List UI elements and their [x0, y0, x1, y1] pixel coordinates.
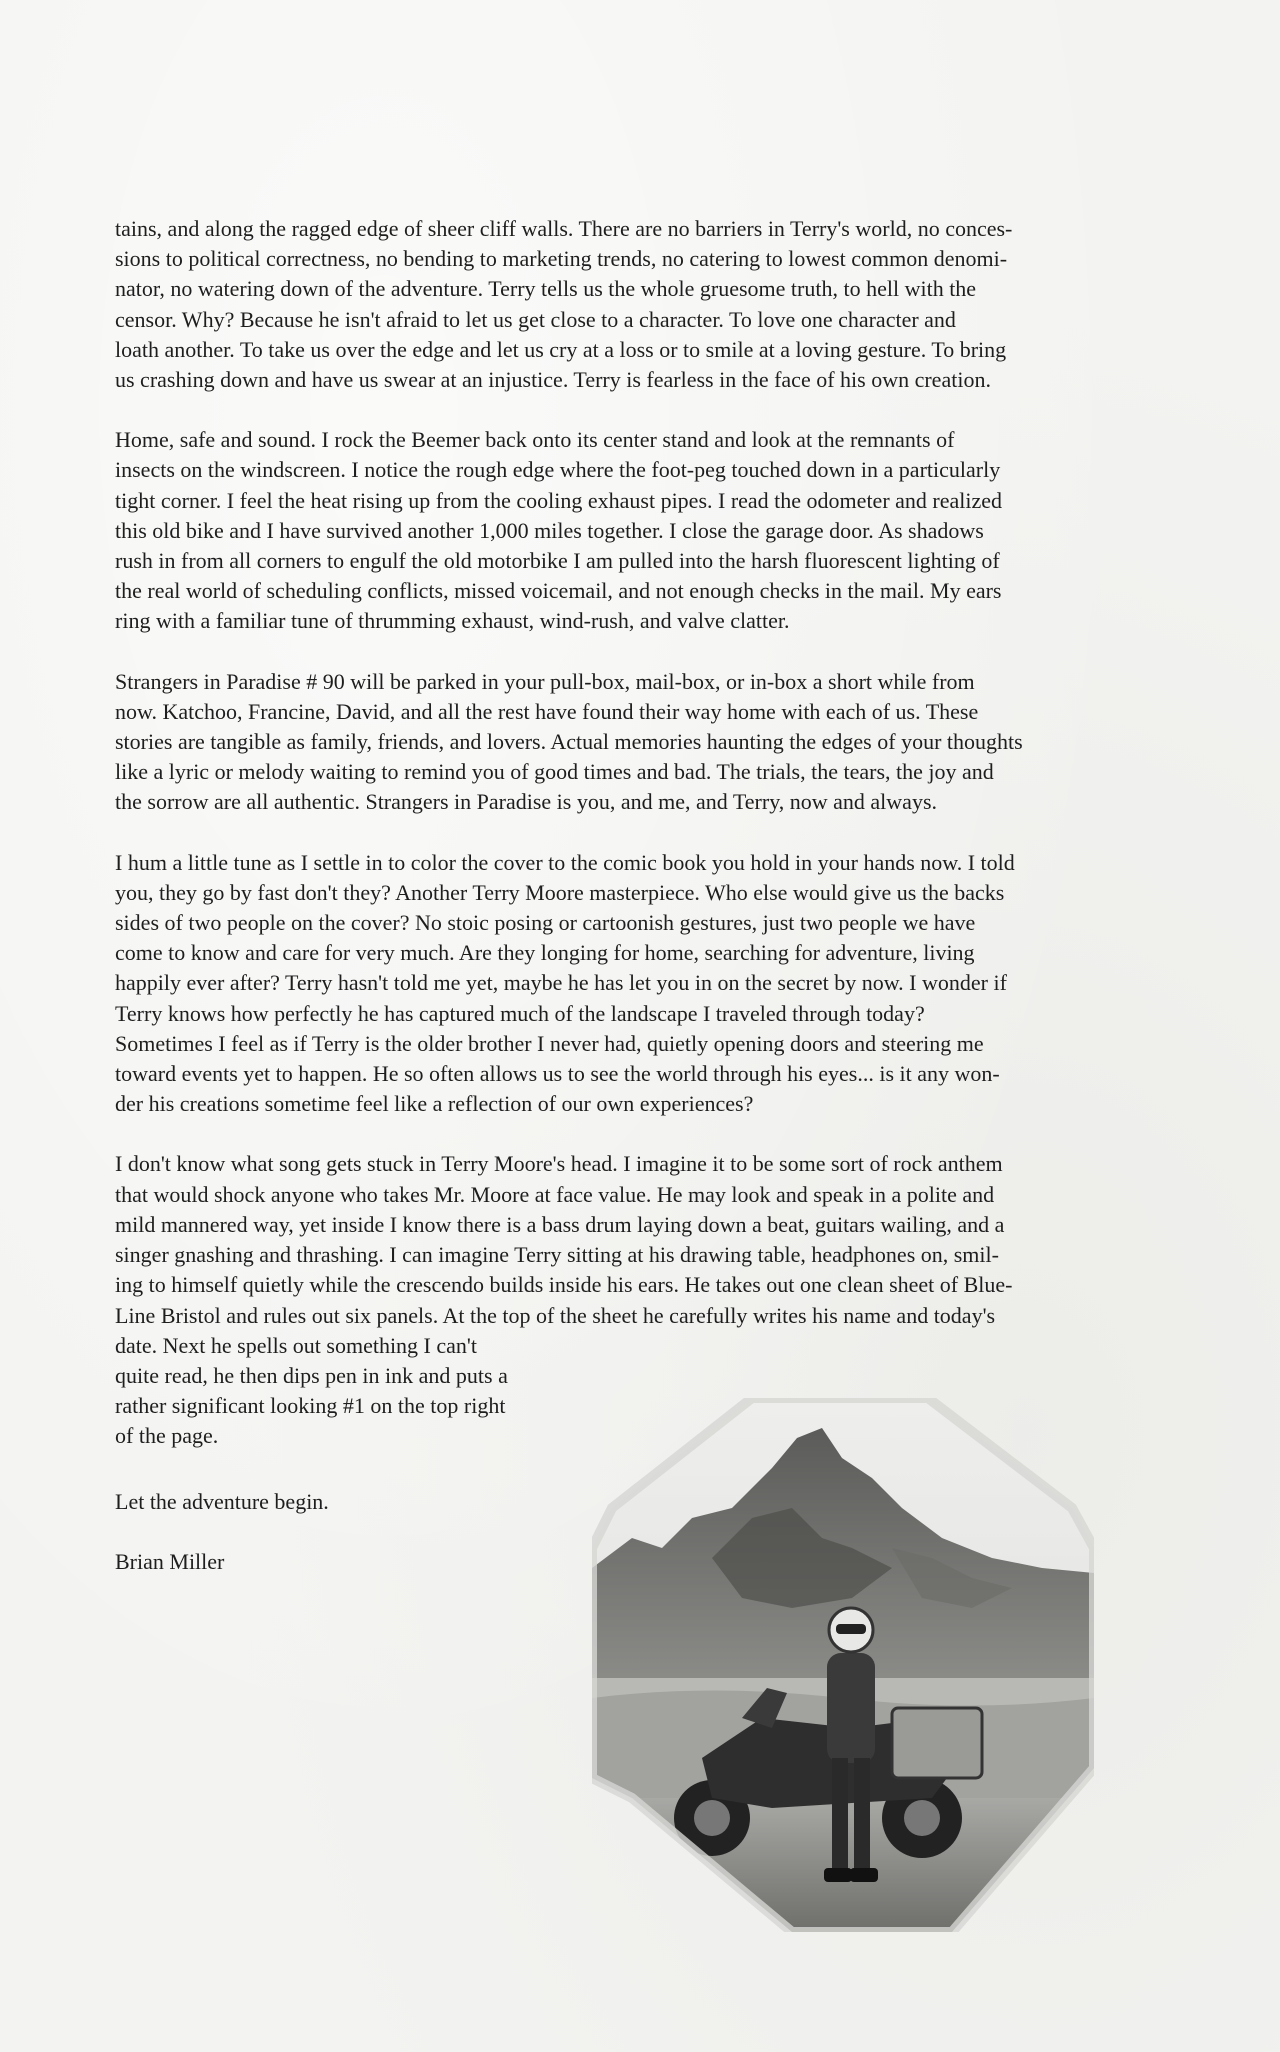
text-line: Home, safe and sound. I rock the Beemer back onto its center stand and look at the remnants of [115, 427, 955, 453]
text-line: us crashing down and have us swear at an injustice. Terry is fearless in the face of his own creation. [115, 367, 991, 393]
text-line: Sometimes I feel as if Terry is the older brother I never had, quietly opening doors and steering me [115, 1030, 984, 1056]
text-line: ring with a familiar tune of thrumming exhaust, wind-rush, and valve clatter. [115, 608, 790, 634]
text-line: quite read, he then dips pen in ink and puts a [115, 1362, 508, 1388]
text-line: singer gnashing and thrashing. I can imagine Terry sitting at his drawing table, headphones on, smil- [115, 1242, 999, 1268]
text-line: stories are tangible as family, friends, and lovers. Actual memories haunting the edges of your thoughts [115, 729, 1023, 755]
text-line: mild mannered way, yet inside I know there is a bass drum laying down a beat, guitars wailing, and a [115, 1211, 1005, 1237]
paragraph-2 [115, 425, 1155, 636]
text-line: date. Next he spells out something I can't [115, 1332, 477, 1358]
paragraph-3 [115, 667, 1155, 818]
paragraph-4 [115, 848, 1155, 1120]
text-line: tight corner. I feel the heat rising up from the cooling exhaust pipes. I read the odometer and realized [115, 487, 1003, 513]
motorcyclist-photo [592, 1398, 1094, 1932]
text-line: Strangers in Paradise # 90 will be parked in your pull-box, mail-box, or in-box a short while from [115, 668, 975, 694]
text-line: now. Katchoo, Francine, David, and all the rest have found their way home with each of us. These [115, 698, 979, 724]
text-line: der his creations sometime feel like a reflection of our own experiences? [115, 1091, 754, 1117]
closing-line: Let the adventure begin. [115, 1489, 329, 1514]
text-line: I don't know what song gets stuck in Terry Moore's head. I imagine it to be some sort of rock anthem [115, 1151, 1003, 1177]
text-line: I hum a little tune as I settle in to color the cover to the comic book you hold in your hands now. I told [115, 849, 1015, 875]
text-line: happily ever after? Terry hasn't told me yet, maybe he has let you in on the secret by now. I wonder if [115, 970, 1007, 996]
text-line: this old bike and I have survived another 1,000 miles together. I close the garage door. As shadows [115, 517, 984, 543]
text-line: ing to himself quietly while the crescendo builds inside his ears. He takes out one clean sheet of Blue- [115, 1272, 1013, 1298]
text-line: the real world of scheduling conflicts, missed voicemail, and not enough checks in the mail. My ears [115, 578, 1002, 604]
text-line: rather significant looking #1 on the top right [115, 1393, 506, 1419]
text-line: like a lyric or melody waiting to remind you of good times and bad. The trials, the tears, the joy and [115, 759, 994, 785]
text-line: the sorrow are all authentic. Strangers in Paradise is you, and me, and Terry, now and always. [115, 789, 938, 815]
text-line: of the page. [115, 1423, 219, 1449]
text-line: Line Bristol and rules out six panels. At the top of the sheet he carefully writes his name and today's [115, 1302, 996, 1328]
text-line: you, they go by fast don't they? Another Terry Moore masterpiece. Who else would give us the backs [115, 879, 1005, 905]
text-line: censor. Why? Because he isn't afraid to let us get close to a character. To love one character and [115, 306, 956, 332]
text-line: tains, and along the ragged edge of sheer cliff walls. There are no barriers in Terry's world, no conces- [115, 216, 1013, 241]
text-line: rush in from all corners to engulf the old motorbike I am pulled into the harsh fluorescent lighting of [115, 548, 1000, 574]
text-line: loath another. To take us over the edge and let us cry at a loss or to smile at a loving gesture. To bring [115, 336, 1007, 362]
text-line: sides of two people on the cover? No stoic posing or cartoonish gestures, just two people we have [115, 910, 976, 936]
text-line: insects on the windscreen. I notice the rough edge where the foot-peg touched down in a particularly [115, 457, 1001, 483]
signature: Brian Miller [115, 1549, 225, 1574]
text-line: sions to political correctness, no bending to marketing trends, no catering to lowest common denomi- [115, 246, 1008, 272]
text-line: toward events yet to happen. He so often allows us to see the world through his eyes... is it any won- [115, 1061, 1000, 1087]
paragraph-1 [115, 214, 1155, 395]
text-line: come to know and care for very much. Are they longing for home, searching for adventure, living [115, 940, 975, 966]
text-line: Terry knows how perfectly he has captured much of the landscape I traveled through today? [115, 1000, 925, 1026]
article-body [115, 214, 1155, 1482]
text-line: nator, no watering down of the adventure. Terry tells us the whole gruesome truth, to hell with the [115, 276, 977, 302]
text-line: that would shock anyone who takes Mr. Moore at face value. He may look and speak in a polite and [115, 1181, 995, 1207]
